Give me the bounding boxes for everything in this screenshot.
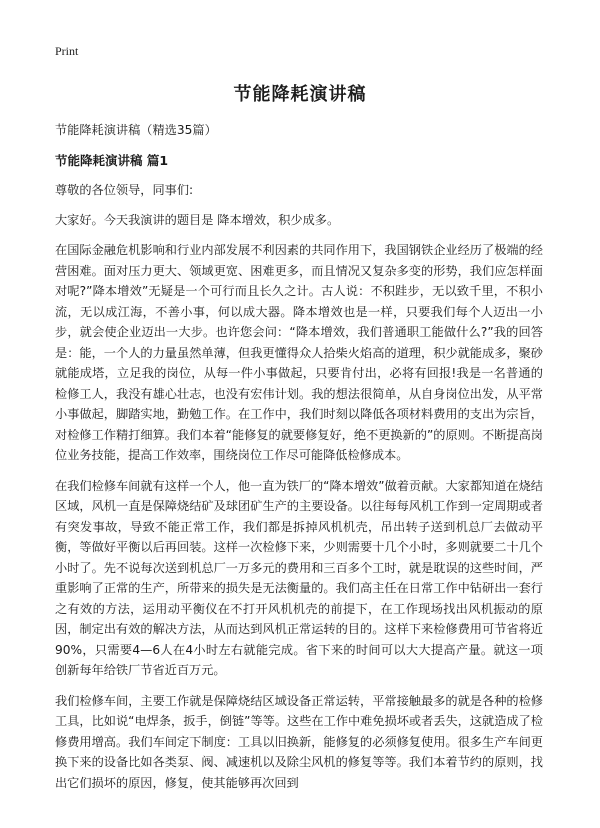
document-subtitle: 节能降耗演讲稿（精选35篇） — [55, 123, 217, 137]
document-title: 节能降耗演讲稿 — [233, 84, 367, 105]
body-paragraph: 大家好。今天我演讲的题目是 降本增效，积少成多。 — [55, 212, 340, 227]
body-paragraph: 在我们检修车间就有这样一个人，他一直为铁厂的“降本增效”做着贡献。大家都知道在烧结区域，风机一直是保障烧结矿及球团矿生产的主要设备。以往每每风机工作到一定周期或者有突发事故，导致不能正常工作，我们都是拆掉风机机壳，吊出转子送到机总厂去做动平衡，等做好平衡以后再回装。这样一次检修下来，少则需要十几个小时，多则就要二十几个小时了。先不说每次送到机总厂一万多元的费用和三百多个工时，就是耽误的这些时间，严重影响了正常的生产，所带来的损失是无法衡量的。我们高主任在日常工作中钻研出一套行之有效的方法，运用动平衡仪在不打开风机机壳的前提下，在工作现场找出风机振动的原因，制定出有效的解决方法，从而达到风机正常运转的目的。这样下来检修费用可节省将近90%，只需要4—6人在4小时左右就能完成。省下来的时间可以大大提高产量。就这一项创新每年给铁厂节省近百万元。 — [55, 478, 543, 677]
body-paragraph: 我们检修车间，主要工作就是保障烧结区域设备正常运转，平常接触最多的就是各种的检修工具，比如说“电焊条，扳手，倒链”等等。这些在工作中难免损坏或者丢失，这就造成了检修费用增高。我们车间定下制度：工具以旧换新，能修复的必须修复使用。很多生产车间更换下来的设备比如各类泵、阀、减速机以及除尘风机的修复等等。我们本着节约的原则，找出它们损坏的原因，修复，使其能够再次回到 — [55, 693, 543, 790]
section-heading: 节能降耗演讲稿 篇1 — [55, 152, 169, 168]
body-paragraph: 在国际金融危机影响和行业内部发展不利因素的共同作用下，我国钢铁企业经历了极端的经营困难。面对压力更大、领域更宽、困难更多，而且情况又复杂多变的形势，我们应怎样面对呢?”降本增效”无疑是一个可行而且长久之计。古人说：不积跬步，无以致千里，不积小流，无以成江海，不善小事，何以成大器。降本增效也是一样，只要我们每个人迈出一小步，就会使企业迈出一大步。也许您会问：“降本增效，我们普通职工能做什么?”我的回答是：能，一个人的力量虽然单薄，但我更懂得众人拾柴火焰高的道理，积少就能成多，聚砂就能成塔，立足我的岗位，从每一件小事做起，只要肯付出，必将有回报!我是一名普通的检修工人，我没有雄心壮志，也没有宏伟计划。我的想法很简单，从自身岗位出发，从平常小事做起，脚踏实地，勤勉工作。在工作中，我们时刻以降低各项材料费用的支出为宗旨，对检修工作精打细算。我们本着“能修复的就要修复好，绝不更换新的”的原则。不断提高岗位业务技能，提高工作效率，围绕岗位工作尽可能降低检修成本。 — [55, 243, 543, 462]
print-link[interactable]: Print — [55, 44, 79, 58]
greeting-line: 尊敬的各位领导，同事们: — [55, 183, 194, 197]
document-body — [55, 120, 543, 803]
